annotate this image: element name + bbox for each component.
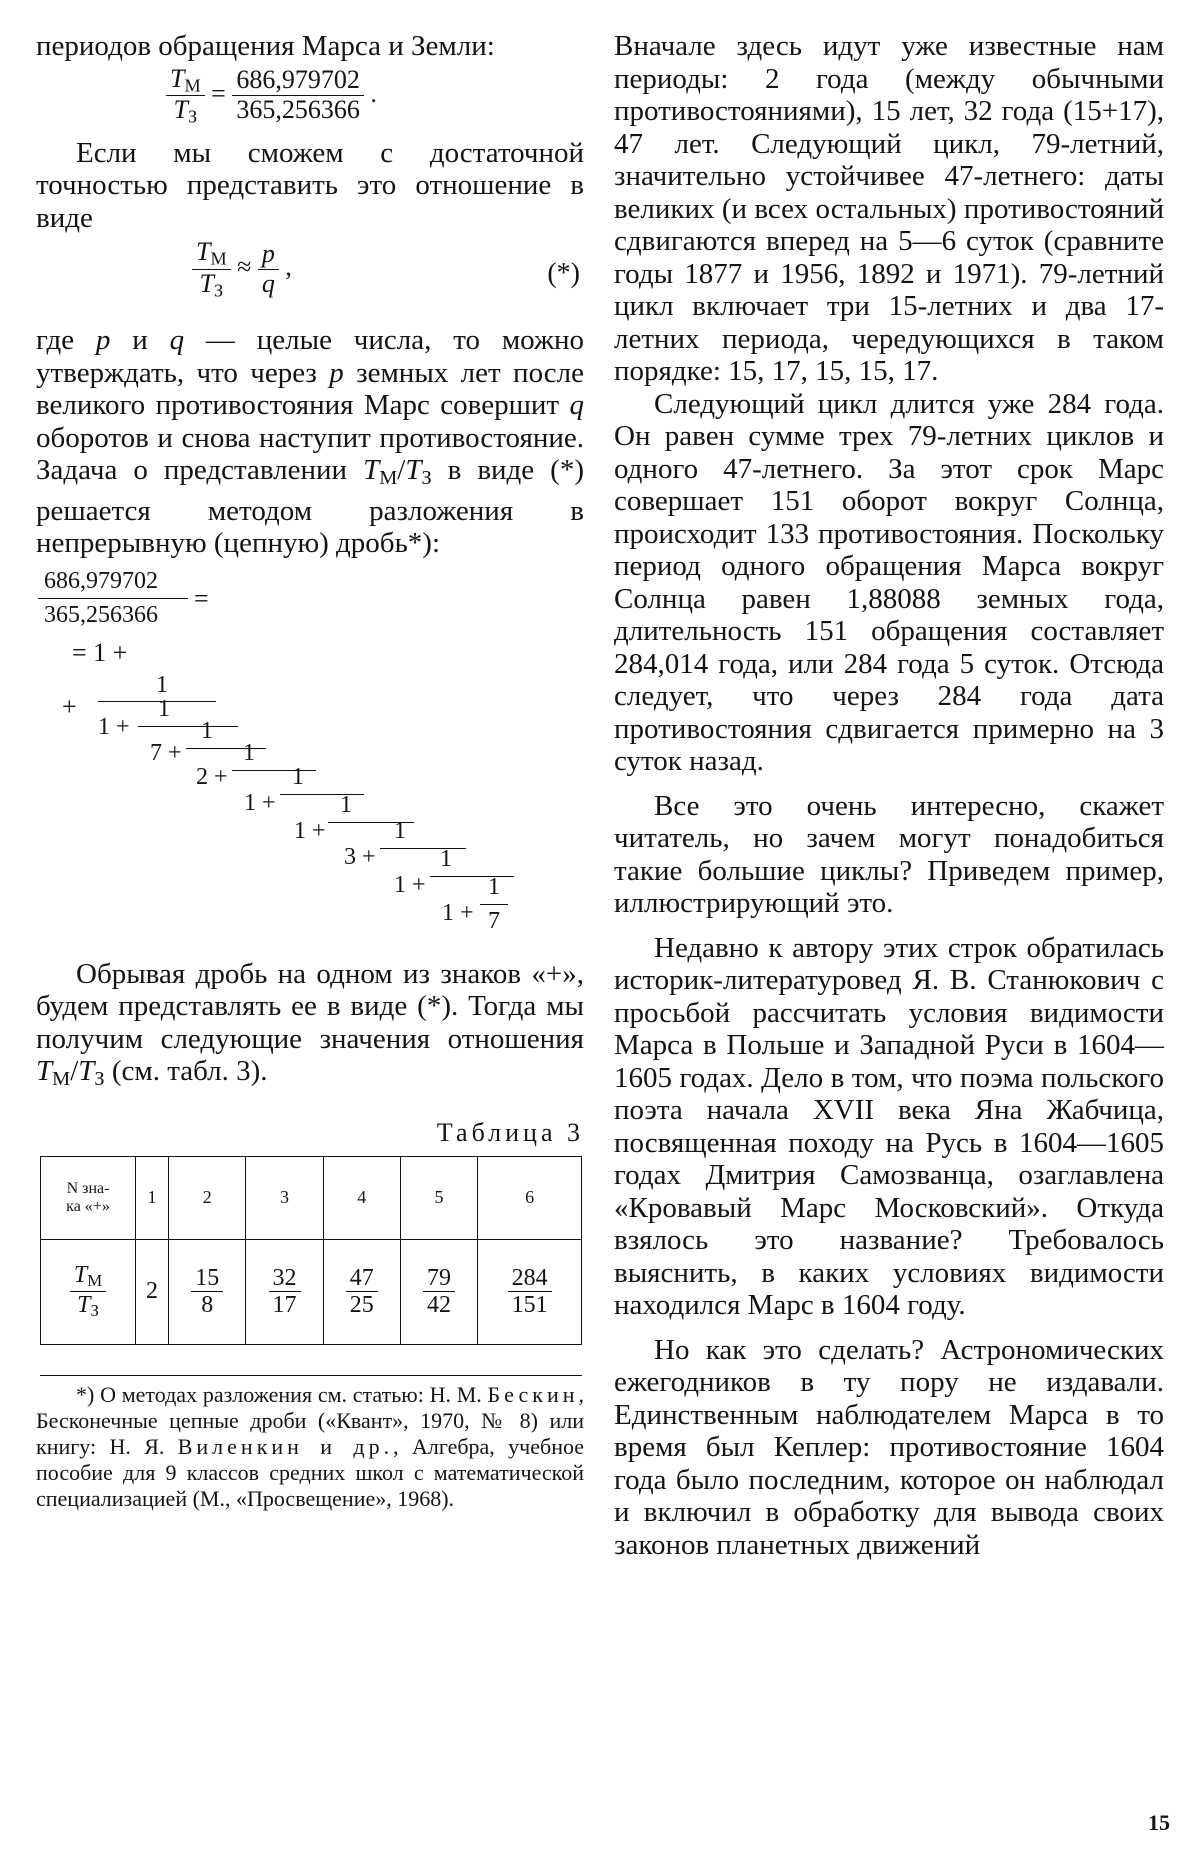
table-header-row — [41, 1156, 582, 1239]
fraction-period-values: $\frac{686,979702}{365,256366}$ — [232, 66, 364, 124]
table-cell: $\frac{47}{25}$ — [323, 1239, 400, 1344]
table-value-row — [41, 1239, 582, 1344]
fraction-p-q: $\frac{p}{q}$ — [258, 240, 279, 298]
left-paragraph-integers: где p и q — целые числа, то можно утверждать, что через p земных лет после великого противостояния Марс совершит q оборотов и снова наступит противостояние. Задача о представлении $T_М/T_З$ в виде (*) решается методом разложения в непрерывную (цепную) дробь*): — [36, 324, 584, 560]
footnote: *) О методах разложения см. статью: Н. М. Бескин, Бесконечные цепные дроби («Квант», 1970, № 8) или книгу: Н. Я. Виленкин и др., Алгебра, учебное пособие для 9 классов средних школ с математической специализацией (М., «Просвещение», 1968). — [36, 1381, 584, 1511]
table-cell: $\frac{284}{151}$ — [478, 1239, 582, 1344]
cf-line-one: = 1 + — [72, 637, 128, 667]
table-cell: $\frac{15}{8}$ — [169, 1239, 246, 1344]
cf-last-denominator: 7 — [488, 907, 500, 934]
right-column — [614, 30, 1164, 1561]
table-row-label: $\frac{T_М}{T_З}$ — [41, 1239, 136, 1344]
equals-sign: = — [211, 78, 226, 108]
table-header-cell: 3 — [246, 1156, 323, 1239]
table-header-label: N зна- ка «+» — [41, 1156, 136, 1239]
footnote-rule — [40, 1375, 582, 1376]
table-header-cell: 1 — [136, 1156, 169, 1239]
left-column — [36, 30, 584, 1512]
left-paragraph-accuracy: Если мы сможем с достаточной точностью представить это отношение в виде — [36, 136, 584, 234]
fraction-tm-tz: $\frac{T_М}{T_З}$ — [166, 65, 205, 127]
table-cell: $\frac{32}{17}$ — [246, 1239, 323, 1344]
table-caption: Таблица 3 — [436, 1117, 584, 1147]
table-header-cell: 4 — [323, 1156, 400, 1239]
table-cell: $\frac{79}{42}$ — [400, 1239, 477, 1344]
continued-fraction: 686,979702 365,256366 = = 1 + + 1 1 + 1 7 + 1 2 + 1 1 + 1 1 + 1 3 + 1 1 + 1 1 + 1 7 — [36, 568, 584, 958]
table-header-cell: 6 — [478, 1156, 582, 1239]
right-paragraph-284-cycle: Следующий цикл длится уже 284 года. Он равен сумме трех 79-летних циклов и одного 47-летнего. За этот срок Марс совершает 151 оборот вокруг Солнца, происходит 133 противостояния. Поскольку период одного обращения Марса вокруг Солнца равен 1,88088 земных года, длительность 151 обращения составляет 284,014 года, или 284 года 5 суток. Отсюда следует, что через 284 года дата противостояния сдвигается примерно на 3 суток назад. — [614, 387, 1164, 777]
table-3 — [40, 1156, 582, 1345]
cf-top-numerator: 686,979702 — [44, 567, 158, 594]
table-header-cell: 5 — [400, 1156, 477, 1239]
left-paragraph-truncate: Обрывая дробь на одном из знаков «+», будем представлять ее в виде (*). Тогда мы получим следующие значения отношения $T_М/T_З$ (см. табл. 3). — [36, 957, 584, 1091]
equation-period-ratio: $\frac{T_М}{T_З}$ = $\frac{686,979702}{365,256366}$ . — [166, 65, 584, 135]
equation-approximation: $\frac{T_М}{T_З}$ ≈ $\frac{p}{q}$ , (*) — [192, 238, 584, 320]
equation-mark: (*) — [547, 258, 580, 289]
page-number: 15 — [1148, 1810, 1170, 1835]
table-cell: 2 — [136, 1239, 169, 1344]
left-paragraph-intro: периодов обращения Марса и Земли: — [36, 30, 495, 62]
table-header-cell: 2 — [169, 1156, 246, 1239]
right-paragraph-cycles: Вначале здесь идут уже известные нам периоды: 2 года (между обычными противостояниями), 15 лет, 32 года (15+17), 47 лет. Следующий цикл, 79-летний, значительно устойчивее 47-летнего: даты великих (и всех остальных) противостояний сдвигаются вперед на 5—6 суток (сравните годы 1877 и 1956, 1892 и 1971). 79-летний цикл включает три 15-летних и два 17-летних периода, чередующихся в таком порядке: 15, 17, 15, 15, 17. — [614, 30, 1164, 387]
right-paragraph-question: Все это очень интересно, скажет читатель, но зачем могут понадобиться такие большие циклы? Приведем пример, иллюстрирующий это. — [614, 789, 1164, 919]
right-paragraph-kepler: Но как это сделать? Астрономических ежегодников в ту пору не издавали. Единственным наблюдателем Марса в то время был Кеплер: противостояние 1604 года было последним, которое он наблюдал и включил в обработку для вывода своих законов планетных движений — [614, 1333, 1164, 1561]
cf-top-denominator: 365,256366 — [44, 601, 158, 628]
right-paragraph-example: Недавно к автору этих строк обратилась историк-литературовед Я. В. Станюкович с просьбой рассчитать условия видимости Марса в Польше и Западной Руси в 1604—1605 годах. Дело в том, что поэма польского поэта начала XVII века Яна Жабчица, посвященная походу на Русь в 1604—1605 годах Дмитрия Самозванца, озаглавлена «Кровавый Марс Московский». Откуда взялось это название? Требовалось выяснить, в каких условиях видимости находился Марс в 1604 году. — [614, 931, 1164, 1321]
